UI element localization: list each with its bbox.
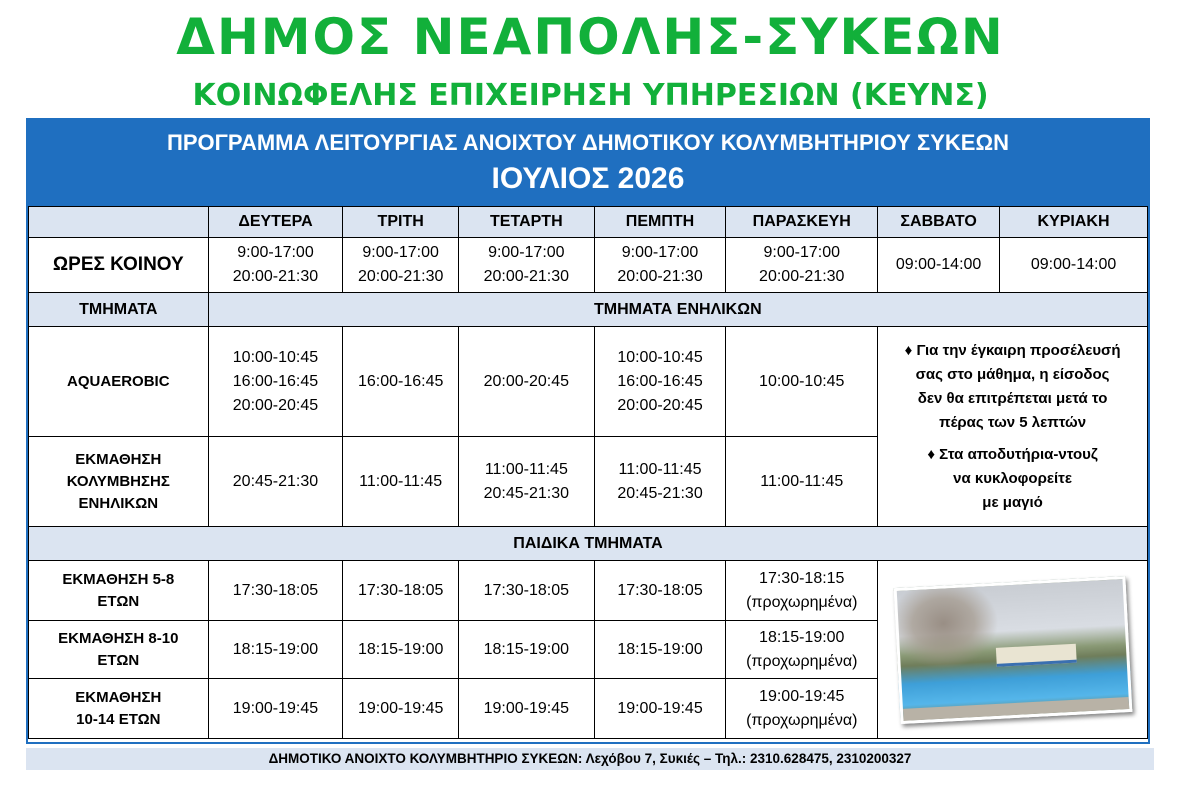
aquaerobic-fri: 10:00-10:45 — [726, 327, 878, 437]
kids-time: 17:30-18:05 — [343, 561, 459, 621]
pool-deck — [903, 697, 1129, 721]
public-hours-label: ΩΡΕΣ ΚΟΙΝΟΥ — [29, 238, 209, 293]
adult-swim-fri: 11:00-11:45 — [726, 437, 878, 527]
aquaerobic-thu: 10:00-10:45 16:00-16:45 20:00-20:45 — [594, 327, 726, 437]
kids-time: 18:15-19:00 — [458, 621, 594, 679]
kids-time: 18:15-19:00 — [208, 621, 343, 679]
adult-swim-tue: 11:00-11:45 — [343, 437, 459, 527]
kids-time: 19:00-19:45 — [594, 679, 726, 739]
public-hours-cell: 9:00-17:00 20:00-21:30 — [343, 238, 459, 293]
kids-time: 19:00-19:45 — [343, 679, 459, 739]
public-hours-cell: 9:00-17:00 20:00-21:30 — [726, 238, 878, 293]
pool-building — [995, 643, 1076, 666]
kids-label: ΕΚΜΑΘΗΣΗ 5-8 ΕΤΩΝ — [29, 561, 209, 621]
schedule-frame — [26, 118, 1150, 744]
public-hours-cell: 9:00-17:00 20:00-21:30 — [208, 238, 343, 293]
schedule-table — [28, 206, 1148, 739]
municipality-title: ΔΗΜΟΣ ΝΕΑΠΟΛΗΣ-ΣΥΚΕΩΝ — [176, 8, 1005, 66]
adult-swim-label: ΕΚΜΑΘΗΣΗ ΚΟΛΥΜΒΗΣΗΣ ΕΝΗΛΙΚΩΝ — [29, 437, 209, 527]
pool-photo-cell — [878, 561, 1148, 739]
public-hours-row — [29, 238, 1148, 293]
tree-branches — [893, 576, 1000, 671]
schedule-title: ΠΡΟΓΡΑΜΜΑ ΛΕΙΤΟΥΡΓΙΑΣ ΑΝΟΙΧΤΟΥ ΔΗΜΟΤΙΚΟΥ ΚΟΛΥΜΒΗΤΗΡΙΟΥ ΣΥΚΕΩΝ — [167, 130, 1009, 155]
day-header: ΣΑΒΒΑΤΟ — [878, 207, 1000, 238]
kids-label: ΕΚΜΑΘΗΣΗ 8-10 ΕΤΩΝ — [29, 621, 209, 679]
day-header: ΚΥΡΙΑΚΗ — [1000, 207, 1148, 238]
kids-label: ΕΚΜΑΘΗΣΗ 10-14 ΕΤΩΝ — [29, 679, 209, 739]
adult-swim-thu: 11:00-11:45 20:45-21:30 — [594, 437, 726, 527]
kids-fri: 18:15-19:00 (προχωρημένα) — [726, 621, 878, 679]
days-header-row — [29, 207, 1148, 238]
kids-time: 18:15-19:00 — [343, 621, 459, 679]
organization-subtitle: ΚΟΙΝΩΦΕΛΗΣ ΕΠΙΧΕΙΡΗΣΗ ΥΠΗΡΕΣΙΩΝ (ΚΕΥΝΣ) — [192, 78, 989, 113]
aquaerobic-mon: 10:00-10:45 16:00-16:45 20:00-20:45 — [208, 327, 343, 437]
adult-section-label: ΤΜΗΜΑΤΑ ΕΝΗΛΙΚΩΝ — [208, 293, 1147, 327]
pool-photo — [893, 576, 1132, 724]
groups-label: ΤΜΗΜΑΤΑ — [29, 293, 209, 327]
aquaerobic-row — [29, 327, 1148, 437]
adult-swim-wed: 11:00-11:45 20:45-21:30 — [458, 437, 594, 527]
kids-section-label: ΠΑΙΔΙΚΑ ΤΜΗΜΑΤΑ — [29, 527, 1148, 561]
rules-note: ♦ Για την έγκαιρη προσέλευσή σας στο μάθημα, η είσοδος δεν θα επιτρέπεται μετά το πέρας των 5 λεπτών ♦ Στα αποδυτήρια-ντουζ να κυκλοφορείτε με μαγιό — [878, 327, 1148, 527]
kids-time: 17:30-18:05 — [594, 561, 726, 621]
kids-time: 18:15-19:00 — [594, 621, 726, 679]
schedule-banner — [28, 120, 1148, 206]
aquaerobic-label: AQUAEROBIC — [29, 327, 209, 437]
day-header: ΠΑΡΑΣΚΕΥΗ — [726, 207, 878, 238]
kids-fri: 17:30-18:15 (προχωρημένα) — [726, 561, 878, 621]
kids-time: 17:30-18:05 — [208, 561, 343, 621]
kids-section-row — [29, 527, 1148, 561]
kids-time: 19:00-19:45 — [458, 679, 594, 739]
day-header: ΤΕΤΑΡΤΗ — [458, 207, 594, 238]
day-header: ΔΕΥΤΕΡΑ — [208, 207, 343, 238]
kids-row — [29, 561, 1148, 621]
day-header: ΤΡΙΤΗ — [343, 207, 459, 238]
public-hours-cell: 9:00-17:00 20:00-21:30 — [458, 238, 594, 293]
adult-section-row — [29, 293, 1148, 327]
public-hours-saturday: 09:00-14:00 — [878, 238, 1000, 293]
aquaerobic-tue: 16:00-16:45 — [343, 327, 459, 437]
footer-address: ΔΗΜΟΤΙΚΟ ΑΝΟΙΧΤΟ ΚΟΛΥΜΒΗΤΗΡΙΟ ΣΥΚΕΩΝ: Λεχόβου 7, Συκιές – Τηλ.: 2310.628475, 2310200327 — [26, 748, 1154, 770]
adult-swim-mon: 20:45-21:30 — [208, 437, 343, 527]
public-hours-cell: 9:00-17:00 20:00-21:30 — [594, 238, 726, 293]
schedule-month: ΙΟΥΛΙΟΣ 2026 — [491, 162, 685, 195]
kids-time: 19:00-19:45 — [208, 679, 343, 739]
aquaerobic-wed: 20:00-20:45 — [458, 327, 594, 437]
public-hours-sunday: 09:00-14:00 — [1000, 238, 1148, 293]
kids-time: 17:30-18:05 — [458, 561, 594, 621]
kids-fri: 19:00-19:45 (προχωρημένα) — [726, 679, 878, 739]
header-blank-cell — [29, 207, 209, 238]
day-header: ΠΕΜΠΤΗ — [594, 207, 726, 238]
